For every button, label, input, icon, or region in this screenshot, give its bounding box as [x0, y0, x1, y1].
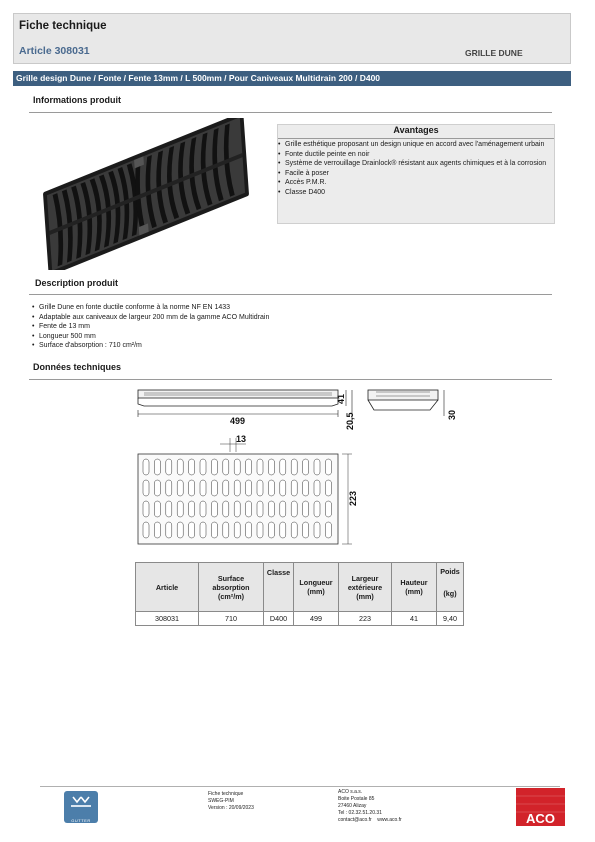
spec-table	[135, 562, 464, 626]
weight-header: Poids	[440, 567, 460, 576]
dimension-width: 223	[348, 490, 358, 506]
drawing-slot	[280, 522, 286, 538]
list-item: • Longueur 500 mm	[32, 332, 432, 342]
product-info-heading: Informations produit	[33, 95, 121, 105]
drawing-slot	[234, 459, 240, 475]
drawing-slot	[314, 501, 320, 517]
drawing-slot	[325, 459, 331, 475]
list-item: • Grille Dune en fonte ductile conforme à la norme NF EN 1433	[32, 303, 432, 313]
drawing-slot	[268, 522, 274, 538]
footer-email: contact@aco.fr	[338, 817, 372, 823]
drawing-slot	[154, 459, 160, 475]
gutter-logo-icon	[64, 791, 98, 813]
footer-line: ACO s.a.s.	[338, 789, 363, 795]
list-item: • Grille esthétique proposant un design unique en accord avec l'aménagement urbain	[278, 140, 552, 150]
drawing-slot	[234, 480, 240, 496]
dimension-height-side: 30	[447, 409, 457, 420]
table-cell: D400	[264, 612, 294, 626]
table-header-cell: Largeur extérieure (mm)	[339, 563, 392, 612]
description-list	[32, 303, 432, 351]
table-header-cell: Longueur (mm)	[294, 563, 339, 612]
footer-company-info	[338, 789, 402, 824]
table-cell: 499	[294, 612, 339, 626]
footer-website: www.aco.fr	[377, 817, 402, 823]
article-number: Article 308031	[19, 45, 90, 57]
dimension-height-top: 41	[336, 393, 346, 404]
drawing-slot	[189, 501, 195, 517]
drawing-slot	[280, 501, 286, 517]
technical-heading: Données techniques	[33, 362, 122, 372]
drawing-slot	[143, 522, 149, 538]
drawing-slot	[223, 480, 229, 496]
drawing-slot	[189, 522, 195, 538]
drawing-slot	[200, 501, 206, 517]
footer-line: Fiche technique	[208, 791, 244, 797]
drawing-slot	[177, 522, 183, 538]
footer-line: Boite Postale 85	[338, 796, 375, 802]
aco-logo-text: ACO	[526, 811, 555, 826]
dimension-length: 499	[230, 416, 246, 426]
grate-product-image	[28, 118, 264, 270]
list-item: • Surface d'absorption : 710 cm²/m	[32, 341, 432, 351]
drawing-slot	[200, 459, 206, 475]
section-divider	[29, 379, 552, 380]
drawing-slot	[189, 459, 195, 475]
drawing-slot	[303, 501, 309, 517]
table-header-cell: Hauteur (mm)	[392, 563, 437, 612]
product-name: GRILLE DUNE	[465, 48, 523, 58]
drawing-slot	[200, 480, 206, 496]
drawing-slot	[325, 480, 331, 496]
drawing-slot	[177, 459, 183, 475]
drawing-slot	[280, 459, 286, 475]
gutter-logo	[64, 791, 98, 823]
weight-unit: (kg)	[443, 588, 457, 598]
drawing-slot	[291, 501, 297, 517]
advantages-list	[278, 140, 552, 198]
list-item: • Classe D400	[278, 188, 552, 198]
drawing-slot	[166, 480, 172, 496]
table-header-cell: Classe	[264, 563, 294, 612]
top-view-drawing	[130, 432, 360, 552]
drawing-slot	[291, 480, 297, 496]
description-heading: Description produit	[35, 278, 118, 288]
drawing-slot	[303, 459, 309, 475]
advantages-divider	[278, 138, 554, 139]
drawing-slot	[268, 480, 274, 496]
drawing-slot	[177, 501, 183, 517]
footer-divider	[40, 786, 560, 787]
drawing-slot	[211, 459, 217, 475]
drawing-slot	[246, 501, 252, 517]
drawing-slot	[280, 480, 286, 496]
drawing-slot	[154, 480, 160, 496]
table-header-cell: Surface absorption (cm²/m)	[199, 563, 264, 612]
drawing-slot	[223, 501, 229, 517]
table-header-cell: Article	[136, 563, 199, 612]
footer-line: Tel : 02.32.51.20.31	[338, 810, 382, 816]
drawing-slot	[257, 501, 263, 517]
drawing-slot	[143, 501, 149, 517]
aco-logo-graphic	[516, 788, 565, 826]
document-title: Fiche technique	[19, 20, 107, 32]
table-cell: 223	[339, 612, 392, 626]
table-cell: 41	[392, 612, 437, 626]
drawing-slot	[257, 459, 263, 475]
list-item: • Accès P.M.R.	[278, 178, 552, 188]
drawing-slot	[211, 522, 217, 538]
section-divider	[29, 112, 552, 113]
footer-doc-info	[208, 791, 254, 812]
drawing-slot	[246, 522, 252, 538]
drawing-slot	[166, 459, 172, 475]
drawing-slot	[257, 480, 263, 496]
drawing-slot	[325, 501, 331, 517]
drawing-slot	[257, 522, 263, 538]
drawing-slot	[291, 459, 297, 475]
dimension-slot: 13	[236, 434, 247, 444]
drawing-slot	[268, 459, 274, 475]
list-item: • Adaptable aux caniveaux de largeur 200 mm de la gamme ACO Multidrain	[32, 313, 432, 323]
footer-line: Version : 20/09/2023	[208, 805, 254, 811]
drawing-slot	[303, 480, 309, 496]
footer-line: SWEG-PIM	[208, 798, 234, 804]
table-row	[136, 612, 464, 626]
product-title-bar: Grille design Dune / Fonte / Fente 13mm / L 500mm / Pour Caniveaux Multidrain 200 / D400	[13, 71, 571, 86]
gutter-logo-caption: GUTTER	[71, 818, 91, 823]
drawing-slot	[314, 522, 320, 538]
drawing-slot	[211, 480, 217, 496]
drawing-slot	[325, 522, 331, 538]
table-cell: 710	[199, 612, 264, 626]
dimension-height-inner: 20,5	[345, 412, 355, 430]
table-cell: 9,40	[437, 612, 464, 626]
drawing-slot	[314, 459, 320, 475]
table-header-cell	[437, 563, 464, 612]
side-view-drawing	[130, 384, 460, 434]
drawing-slot	[166, 501, 172, 517]
drawing-slot	[189, 480, 195, 496]
drawing-slot	[154, 522, 160, 538]
drawing-slot	[246, 459, 252, 475]
drawing-slot	[143, 459, 149, 475]
drawing-slot	[200, 522, 206, 538]
drawing-slot	[211, 501, 217, 517]
drawing-slot	[154, 501, 160, 517]
section-divider	[29, 294, 552, 295]
drawing-slot	[246, 480, 252, 496]
footer-line	[338, 817, 402, 824]
list-item: • Fente de 13 mm	[32, 322, 432, 332]
drawing-slot	[303, 522, 309, 538]
drawing-slot	[223, 459, 229, 475]
drawing-slot	[291, 522, 297, 538]
drawing-slot	[143, 480, 149, 496]
drawing-slot	[166, 522, 172, 538]
list-item: • Fonte ductile peinte en noir	[278, 150, 552, 160]
table-header-row	[136, 563, 464, 612]
aco-logo	[516, 788, 565, 826]
advantages-title: Avantages	[393, 125, 439, 135]
list-item: • Système de verrouillage Drainlock® résistant aux agents chimiques et à la corrosion	[278, 159, 552, 169]
drawing-slot	[234, 522, 240, 538]
table-cell: 308031	[136, 612, 199, 626]
drawing-slot	[234, 501, 240, 517]
drawing-slot	[314, 480, 320, 496]
drawing-slot	[223, 522, 229, 538]
drawing-slot	[268, 501, 274, 517]
drawing-slot	[177, 480, 183, 496]
list-item: • Facile à poser	[278, 169, 552, 179]
footer-line: 27460 Alizay	[338, 803, 367, 809]
